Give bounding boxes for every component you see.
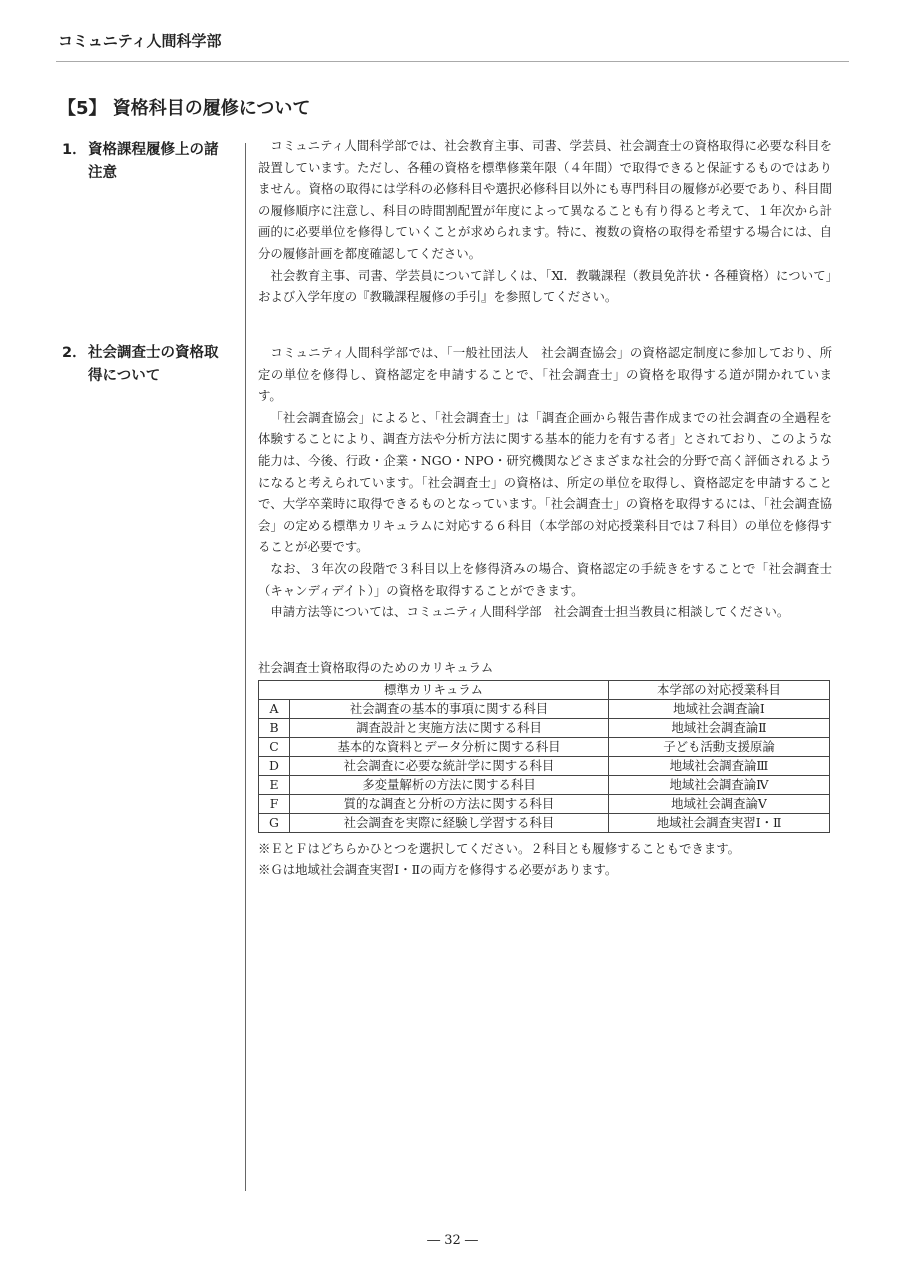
row-standard: 社会調査の基本的事項に関する科目 xyxy=(290,700,609,719)
table-row xyxy=(259,795,830,814)
table-row xyxy=(259,814,830,833)
row-course: 地域社会調査論Ⅱ xyxy=(609,719,830,738)
item-1-heading-line1: 資格課程履修上の諸 xyxy=(88,142,219,158)
item-1-number: 1． xyxy=(62,142,87,158)
item-2-number: 2． xyxy=(62,345,87,361)
item-1-paragraph: コミュニティ人間科学部では、社会教育主事、司書、学芸員、社会調査士の資格取得に必要な科目を設置しています。ただし、各種の資格を標準修業年限（４年間）で取得できると保証するものではありません。資格の取得には学科の必修科目や選択必修科目以外にも専門科目の履修が必要であり、科目間の履修順序に注意し、科目の時間割配置が年度によって異なることも有り得ると考えて、１年次から計画的に必要単位を修得していくことが求められます。特に、複数の資格の取得を希望する場合には、自分の履修計画を都度確認してください。 xyxy=(258,138,832,261)
curriculum-table xyxy=(258,680,830,833)
header-standard: 標準カリキュラム xyxy=(259,681,609,700)
row-standard: 社会調査を実際に経験し学習する科目 xyxy=(290,814,609,833)
row-course: 地域社会調査論Ⅲ xyxy=(609,757,830,776)
row-course: 地域社会調査論Ⅴ xyxy=(609,795,830,814)
row-code: E xyxy=(259,776,290,795)
table-row xyxy=(259,776,830,795)
curriculum-caption: 社会調査士資格取得のためのカリキュラム xyxy=(258,660,494,675)
curriculum-notes xyxy=(258,838,740,880)
item-2-paragraph: 申請方法等については、コミュニティ人間科学部 社会調査士担当教員に相談してください。 xyxy=(270,604,790,620)
row-code: B xyxy=(259,719,290,738)
item-2-heading-line2: 得について xyxy=(88,368,161,384)
item-2-heading-line1: 社会調査士の資格取 xyxy=(88,345,219,361)
table-row xyxy=(259,719,830,738)
note-line: ※Ｇは地域社会調査実習Ⅰ・Ⅱの両方を修得する必要があります。 xyxy=(258,862,618,877)
row-code: F xyxy=(259,795,290,814)
row-code: D xyxy=(259,757,290,776)
row-standard: 社会調査に必要な統計学に関する科目 xyxy=(290,757,609,776)
item-2-paragraph: コミュニティ人間科学部では、「一般社団法人 社会調査協会」の資格認定制度に参加しており、所定の単位を修得し、資格認定を申請することで、「社会調査士」の資格を取得する道が開かれています。 xyxy=(258,345,832,404)
item-1-heading-line2: 注意 xyxy=(88,165,117,181)
item-2-body xyxy=(258,342,832,623)
header-divider xyxy=(56,61,849,62)
table-header-row xyxy=(259,681,830,700)
row-standard: 調査設計と実施方法に関する科目 xyxy=(290,719,609,738)
row-standard: 多変量解析の方法に関する科目 xyxy=(290,776,609,795)
item-2-paragraph: なお、３年次の段階で３科目以上を修得済みの場合、資格認定の手続きをすることで「社会調査士（キャンディデイト）」の資格を取得することができます。 xyxy=(258,560,832,598)
table-row xyxy=(259,757,830,776)
page-number: ― 32 ― xyxy=(427,1233,478,1248)
column-divider xyxy=(245,143,246,1191)
section-title: 【5】 資格科目の履修について xyxy=(58,98,311,119)
row-course: 地域社会調査論Ⅳ xyxy=(609,776,830,795)
item-1-paragraph: 社会教育主事、司書、学芸員について詳しくは、「Ⅺ．教職課程（教員免許状・各種資格）について」および入学年度の『教職課程履修の手引』を参照してください。 xyxy=(258,267,832,305)
row-code: C xyxy=(259,738,290,757)
row-course: 子ども活動支援原論 xyxy=(609,738,830,757)
row-course: 地域社会調査実習Ⅰ・Ⅱ xyxy=(609,814,830,833)
item-2-heading xyxy=(62,342,240,388)
table-row xyxy=(259,700,830,719)
row-code: A xyxy=(259,700,290,719)
item-2-paragraph: 「社会調査協会」によると、「社会調査士」は「調査企画から報告書作成までの社会調査の全過程を体験することにより、調査方法や分析方法に関する基本的能力を有する者」とされており、このような能力は、今後、行政・企業・NGO・NPO・研究機関などさまざまな社会的分野で高く評価されるようになると考えられています。「社会調査士」の資格は、所定の単位を取得し、資格認定を申請することで、大学卒業時に取得できるものとなっています。「社会調査士」の資格を取得するには、「社会調査協会」の定める標準カリキュラムに対応する６科目（本学部の対応授業科目では７科目）の単位を修得することが必要です。 xyxy=(258,409,832,555)
table-row xyxy=(259,738,830,757)
department-header: コミュニティ人間科学部 xyxy=(58,32,222,50)
row-code: G xyxy=(259,814,290,833)
item-1-heading xyxy=(62,139,240,185)
row-course: 地域社会調査論Ⅰ xyxy=(609,700,830,719)
header-course: 本学部の対応授業科目 xyxy=(609,681,830,700)
note-line: ※ＥとＦはどちらかひとつを選択してください。２科目とも履修することもできます。 xyxy=(258,841,740,856)
item-1-body xyxy=(258,135,832,308)
row-standard: 質的な調査と分析の方法に関する科目 xyxy=(290,795,609,814)
row-standard: 基本的な資料とデータ分析に関する科目 xyxy=(290,738,609,757)
